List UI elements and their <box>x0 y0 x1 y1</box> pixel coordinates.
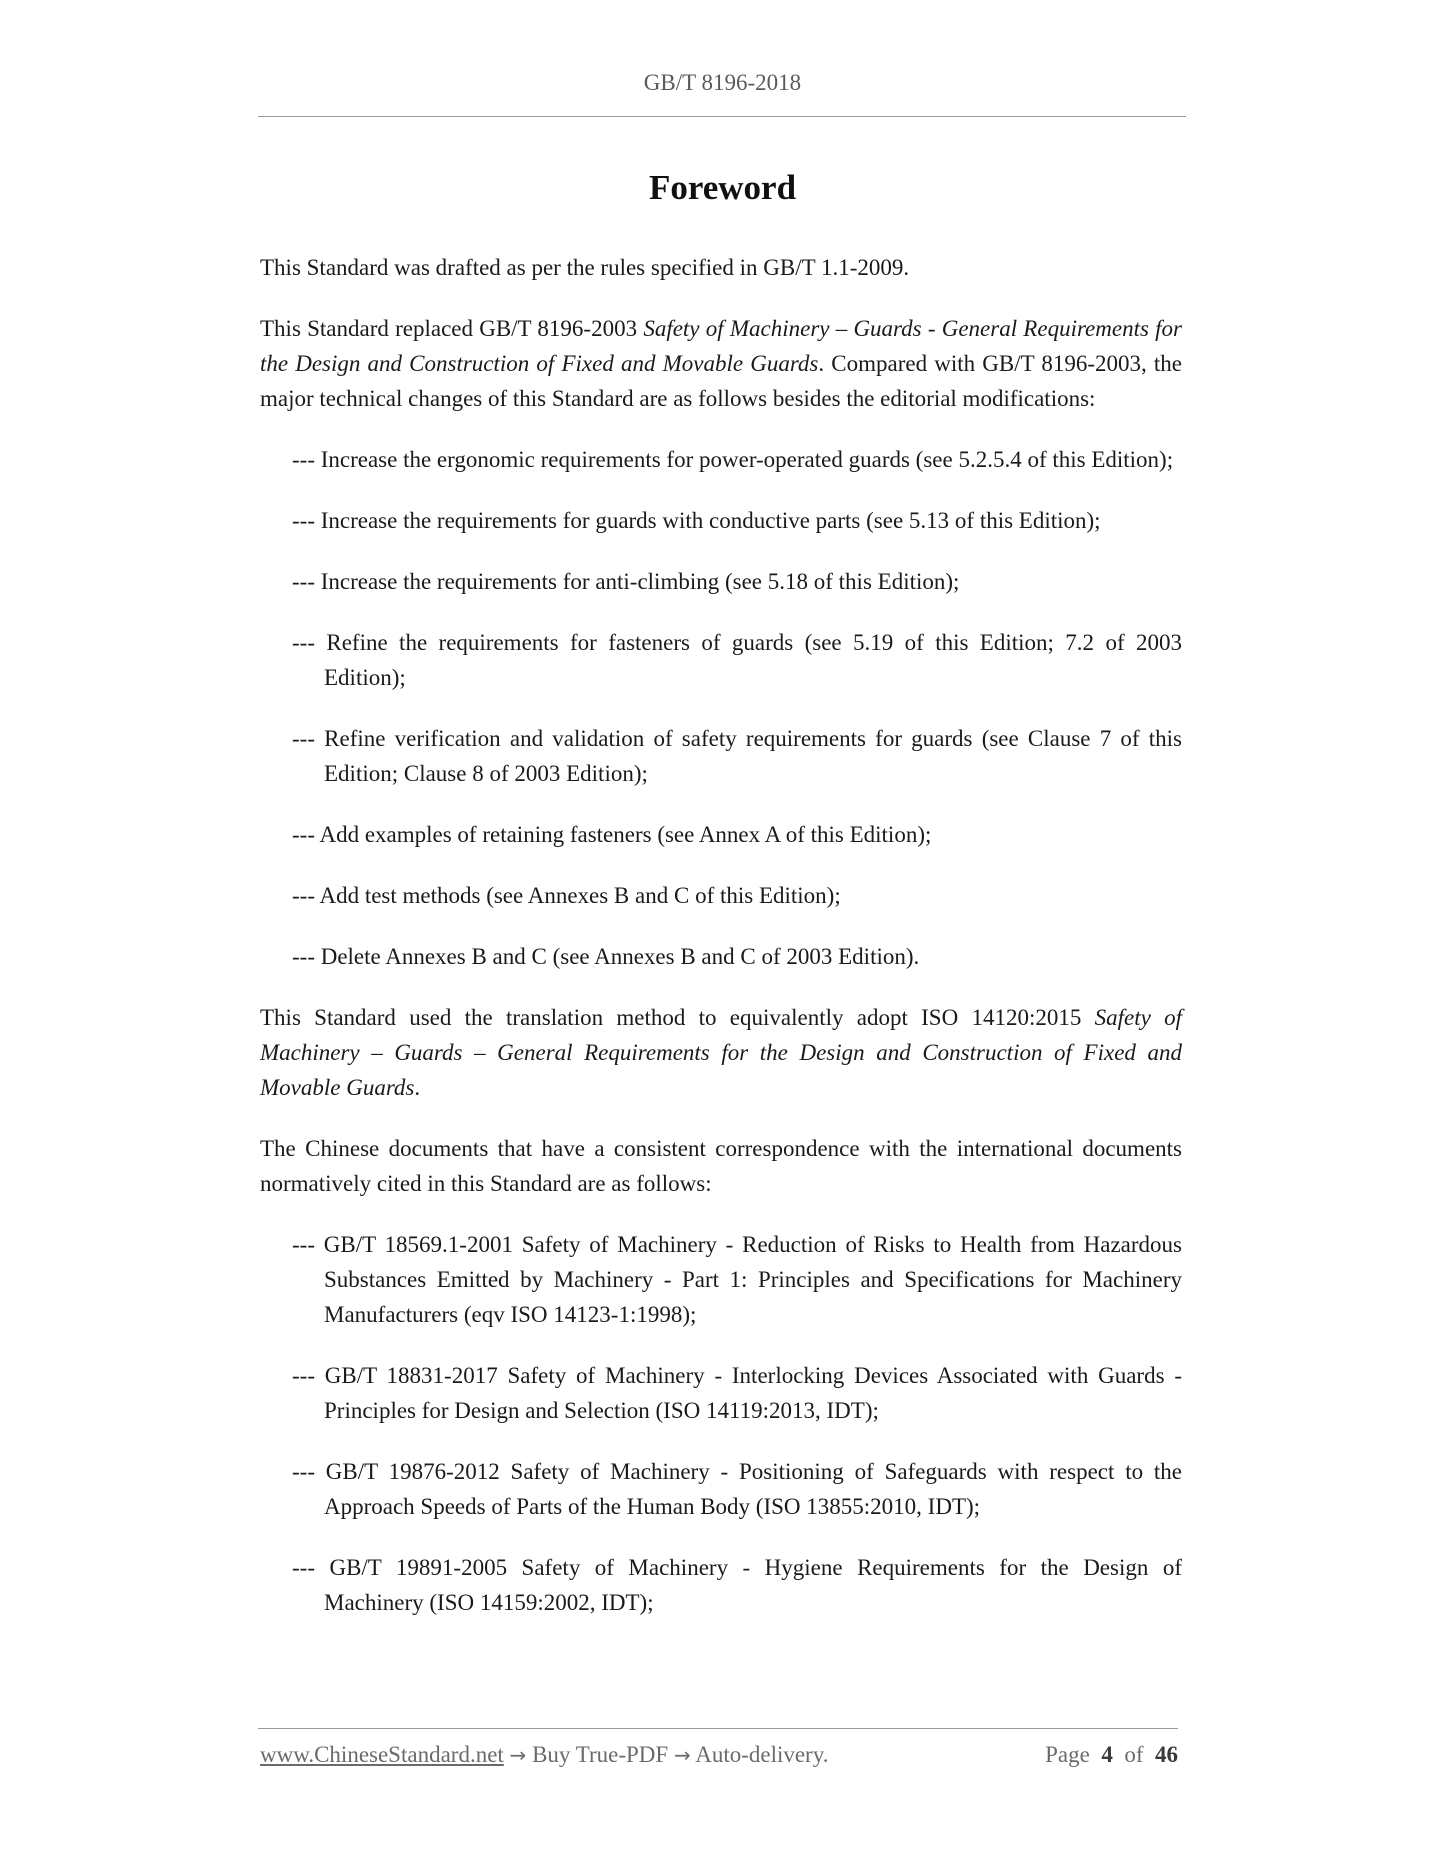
document-body <box>260 250 1182 1646</box>
change-item: --- Increase the requirements for anti-climbing (see 5.18 of this Edition); <box>292 569 960 594</box>
reference-item: --- GB/T 18831-2017 Safety of Machinery - Interlocking Devices Associated with Guards - Principles for Design and Selection (ISO 14119:2013, IDT); <box>292 1363 1182 1423</box>
header-divider <box>258 116 1186 117</box>
header-standard-code: GB/T 8196-2018 <box>643 70 802 95</box>
page-footer <box>260 1742 1178 1768</box>
replacement-text-pre: This Standard replaced GB/T 8196-2003 <box>260 316 644 341</box>
change-item: --- Refine verification and validation of safety requirements for guards (see Clause 7 of this Edition; Clause 8 of 2003 Edition); <box>292 726 1182 786</box>
footer-left <box>260 1742 828 1768</box>
reference-item: --- GB/T 19876-2012 Safety of Machinery - Positioning of Safeguards with respect to the Approach Speeds of Parts of the Human Body (ISO 13855:2010, IDT); <box>292 1459 1182 1519</box>
change-item: --- Increase the requirements for guards with conductive parts (see 5.13 of this Edition); <box>292 508 1101 533</box>
website-link[interactable]: www.ChineseStandard.net <box>260 1742 504 1767</box>
current-page: 4 <box>1101 1742 1113 1767</box>
page-number <box>1045 1742 1178 1768</box>
arrow-right-icon: → <box>673 1743 691 1767</box>
paragraph-replacement <box>260 311 1182 416</box>
adopted-standard-title: Safety of Machinery – Guards – General Requirements for the Design and Construction of Fixed and Movable Guards <box>260 1005 1183 1100</box>
total-pages: 46 <box>1155 1742 1178 1767</box>
paragraph-drafting-rules: This Standard was drafted as per the rules specified in GB/T 1.1-2009. <box>260 255 910 280</box>
page-title: Foreword <box>648 168 797 207</box>
change-item: --- Delete Annexes B and C (see Annexes B and C of 2003 Edition). <box>292 944 920 969</box>
replaced-standard-title: Safety of Machinery – Guards - General Requirements for the Design and Construction of Fixed and Movable Guards <box>260 316 1182 376</box>
of-word: of <box>1124 1742 1144 1767</box>
change-item: --- Refine the requirements for fasteners of guards (see 5.19 of this Edition; 7.2 of 2003 Edition); <box>292 630 1182 690</box>
change-item: --- Add examples of retaining fasteners (see Annex A of this Edition); <box>292 822 932 847</box>
reference-item: --- GB/T 19891-2005 Safety of Machinery - Hygiene Requirements for the Design of Machinery (ISO 14159:2002, IDT); <box>292 1555 1182 1615</box>
change-item: --- Add test methods (see Annexes B and C of this Edition); <box>292 883 841 908</box>
auto-delivery-text: Auto-delivery. <box>695 1742 829 1767</box>
arrow-right-icon: → <box>509 1743 527 1767</box>
footer-divider <box>258 1728 1178 1729</box>
replacement-text-post: . Compared with GB/T 8196-2003, the major technical changes of this Standard are as follows besides the editorial modifications: <box>260 351 1183 411</box>
buy-pdf-text: Buy True-PDF <box>532 1742 669 1767</box>
page-word: Page <box>1045 1742 1090 1767</box>
adoption-text-post: . <box>414 1075 421 1100</box>
change-item: --- Increase the ergonomic requirements for power-operated guards (see 5.2.5.4 of this Edition); <box>292 447 1174 472</box>
adoption-text-pre: This Standard used the translation method to equivalently adopt ISO 14120:2015 <box>260 1005 1095 1030</box>
reference-item: --- GB/T 18569.1-2001 Safety of Machinery - Reduction of Risks to Health from Hazardous Substances Emitted by Machinery - Part 1: Principles and Specifications for Machinery Manufacturers (eqv ISO 14123-1:1998); <box>292 1232 1182 1327</box>
paragraph-adoption <box>260 1000 1182 1105</box>
paragraph-correspondence: The Chinese documents that have a consistent correspondence with the international documents normatively cited in this Standard are as follows: <box>260 1136 1182 1196</box>
